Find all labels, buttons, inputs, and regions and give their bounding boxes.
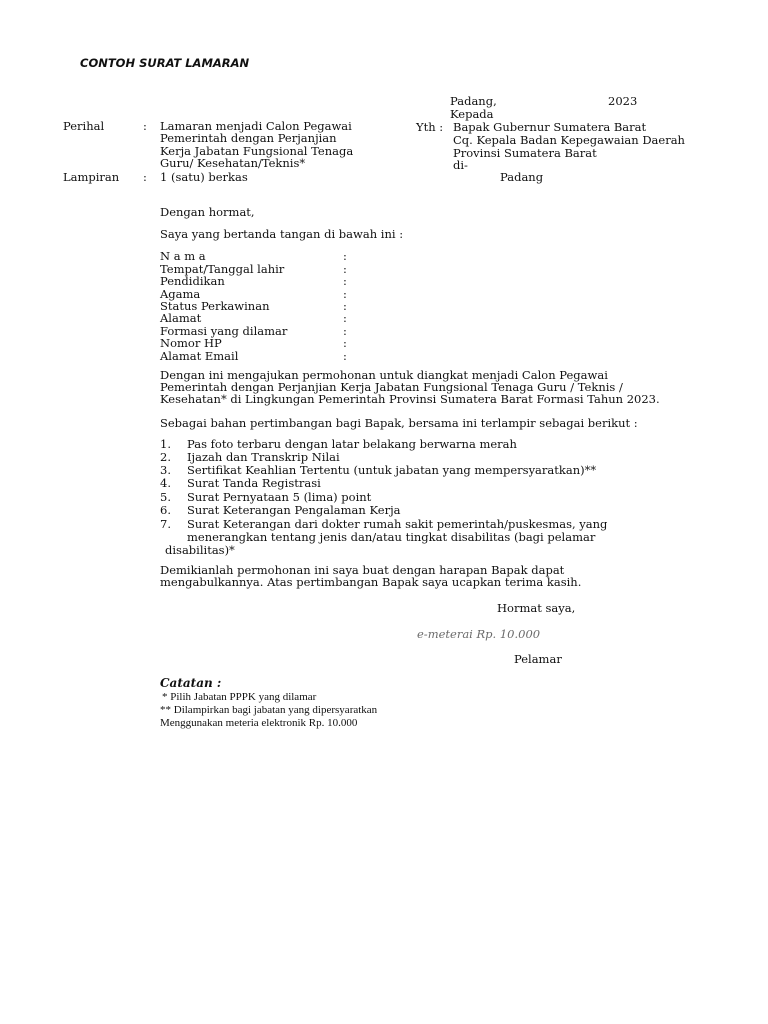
field-colon: :	[343, 249, 347, 263]
field-colon: :	[343, 349, 347, 363]
list-number: 3.	[160, 463, 171, 477]
list-number: 1.	[160, 437, 171, 451]
list-item: Surat Pernyataan 5 (lima) point	[187, 490, 372, 504]
paragraph-line: Pemerintah dengan Perjanjian Kerja Jabatan Fungsional Tenaga Guru / Teknis /	[160, 380, 623, 394]
field-label: Agama	[160, 287, 201, 301]
field-label: Alamat Email	[160, 349, 239, 363]
field-colon: :	[343, 299, 347, 313]
list-item: Pas foto terbaru dengan latar belakang berwarna merah	[187, 437, 517, 451]
paragraph-line: Dengan ini mengajukan permohonan untuk diangkat menjadi Calon Pegawai	[160, 368, 608, 382]
recipient-line-1: Bapak Gubernur Sumatera Barat	[453, 120, 647, 134]
perihal-line-3: Kerja Jabatan Fungsional Tenaga	[160, 144, 354, 158]
note-line: Menggunakan meteria elektronik Rp. 10.000	[160, 717, 358, 729]
field-colon: :	[343, 274, 347, 288]
recipient-line-2: Cq. Kepala Badan Kepegawaian Daerah	[453, 133, 685, 147]
emeterai-label: e-meterai Rp. 10.000	[417, 627, 541, 641]
kepada-label: Kepada	[450, 107, 494, 121]
perihal-line-4: Guru/ Kesehatan/Teknis*	[160, 156, 306, 170]
field-colon: :	[343, 287, 347, 301]
list-number: 4.	[160, 476, 171, 490]
signer: Pelamar	[514, 652, 562, 666]
greeting: Dengan hormat,	[160, 205, 255, 219]
lampiran-colon: :	[143, 170, 147, 184]
list-item: Sertifikat Keahlian Tertentu (untuk jabatan yang mempersyaratkan)**	[187, 463, 597, 477]
perihal-line-2: Pemerintah dengan Perjanjian	[160, 131, 337, 145]
yth-label: Yth :	[416, 120, 444, 134]
page-title: CONTOH SURAT LAMARAN	[80, 56, 250, 70]
field-colon: :	[343, 311, 347, 325]
list-item: Surat Keterangan dari dokter rumah sakit pemerintah/puskesmas, yang	[187, 517, 608, 531]
recipient-line-3: Provinsi Sumatera Barat	[453, 146, 597, 160]
year: 2023	[608, 94, 638, 108]
recipient-city: Padang	[500, 170, 544, 184]
perihal-label: Perihal	[63, 119, 105, 133]
field-label: Status Perkawinan	[160, 299, 270, 313]
field-label: Tempat/Tanggal lahir	[160, 262, 285, 276]
lampiran-label: Lampiran	[63, 170, 120, 184]
recipient-line-4: di-	[453, 158, 468, 172]
list-number: 5.	[160, 490, 171, 504]
signoff: Hormat saya,	[497, 601, 576, 615]
list-item: Surat Tanda Registrasi	[187, 476, 321, 490]
note-line: * Pilih Jabatan PPPK yang dilamar	[162, 691, 317, 703]
perihal-line-1: Lamaran menjadi Calon Pegawai	[160, 119, 352, 133]
closing-line: mengabulkannya. Atas pertimbangan Bapak saya ucapkan terima kasih.	[160, 575, 582, 589]
field-colon: :	[343, 324, 347, 338]
notes-title: Catatan :	[160, 676, 222, 690]
field-label: Alamat	[160, 311, 202, 325]
city-date: Padang,	[450, 94, 497, 108]
field-label: Nomor HP	[160, 336, 222, 350]
paragraph-attachments-intro: Sebagai bahan pertimbangan bagi Bapak, bersama ini terlampir sebagai berikut :	[160, 416, 638, 430]
list-number: 7.	[160, 517, 171, 531]
list-number: 2.	[160, 450, 171, 464]
field-label: Pendidikan	[160, 274, 225, 288]
closing-line: Demikianlah permohonan ini saya buat dengan harapan Bapak dapat	[160, 563, 565, 577]
field-label: N a m a	[160, 249, 206, 263]
field-label: Formasi yang dilamar	[160, 324, 288, 338]
lampiran-value: 1 (satu) berkas	[160, 170, 248, 184]
field-colon: :	[343, 262, 347, 276]
perihal-colon: :	[143, 119, 147, 133]
list-item: Ijazah dan Transkrip Nilai	[187, 450, 340, 464]
intro: Saya yang bertanda tangan di bawah ini :	[160, 227, 404, 241]
field-colon: :	[343, 336, 347, 350]
paragraph-line: Kesehatan* di Lingkungan Pemerintah Provinsi Sumatera Barat Formasi Tahun 2023.	[160, 392, 660, 406]
list-item: Surat Keterangan Pengalaman Kerja	[187, 503, 401, 517]
list-item: menerangkan tentang jenis dan/atau tingkat disabilitas (bagi pelamar	[187, 530, 596, 544]
list-item: disabilitas)*	[165, 543, 235, 557]
note-line: ** Dilampirkan bagi jabatan yang dipersyaratkan	[160, 704, 378, 716]
list-number: 6.	[160, 503, 171, 517]
